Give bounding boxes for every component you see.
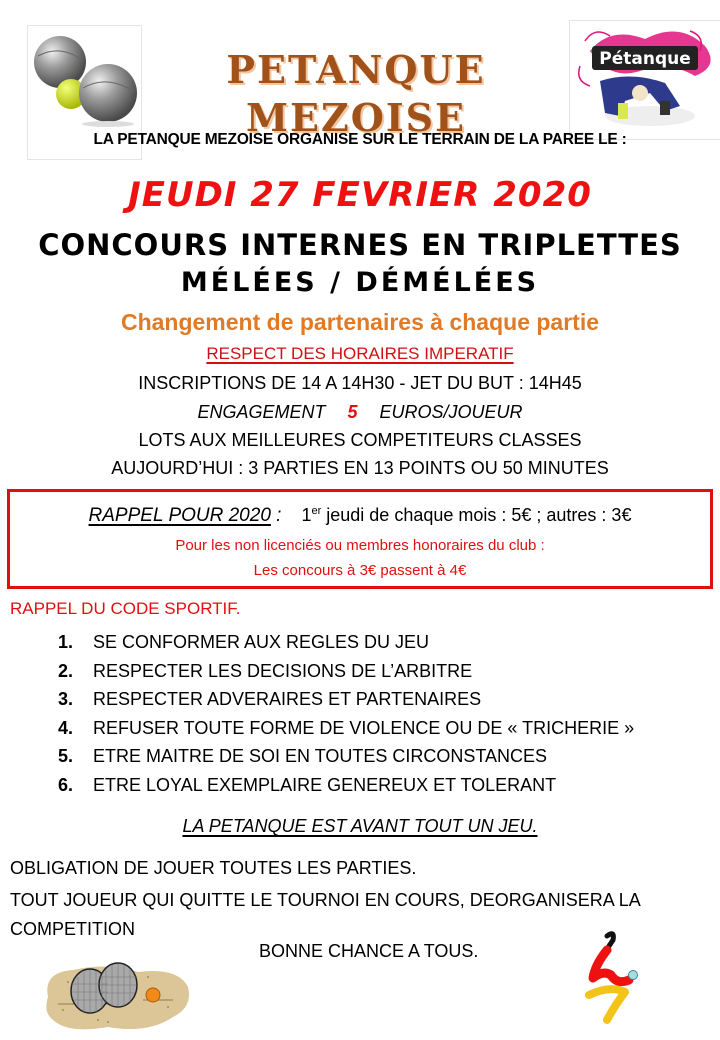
fee-unit: EUROS/JOUEUR [379,402,523,422]
reminder-lead: RAPPEL POUR 2020 [88,505,271,526]
fee-line [0,399,720,425]
rule-number: 1. [58,632,74,652]
svg-text:Pétanque: Pétanque [599,49,691,69]
event-subtitle-line2: MÉLÉES / DÉMÉLÉES [180,267,540,298]
prizes-line: LOTS AUX MEILLEURES COMPETITEURS CLASSES [138,430,582,450]
reminder-box [7,489,713,589]
rule-text: ETRE LOYAL EXEMPLAIRE GENEREUX ET TOLERANT [93,774,557,795]
page-title: PETANQUE MEZOISE [226,47,486,140]
schedule-notice [0,342,720,366]
list-item [58,714,634,743]
player-pictogram-icon [585,930,640,1025]
reminder-first-rest: jeudi de chaque mois : 5€ ; autres : 3€ [321,505,632,525]
list-item [58,742,634,771]
reminder-colon: : [270,505,282,526]
reminder-first-sup: er [311,505,322,517]
obligation-text: OBLIGATION DE JOUER TOUTES LES PARTIES. [10,858,417,878]
registration-line: INSCRIPTIONS DE 14 A 14H30 - JET DU BUT : 14H45 [138,373,582,393]
rule-text: RESPECTER LES DECISIONS DE L’ARBITRE [93,660,473,681]
rule-number: 2. [58,660,74,681]
rule-text: SE CONFORMER AUX REGLES DU JEU [93,632,430,652]
reminder-note-line1: Pour les non licenciés ou membres honoraires du club : [175,537,545,554]
partner-change-note: Changement de partenaires à chaque partie [120,309,600,335]
petanque-player-logo-icon [569,20,720,140]
schedule-notice-text: RESPECT DES HORAIRES IMPERATIF [206,344,514,363]
reminder-main-line [10,498,710,529]
reminder-first-num: 1 [301,505,312,525]
today-line: AUJOURD’HUI : 3 PARTIES EN 13 POINTS OU 50 MINUTES [111,458,609,478]
rule-text: ETRE MAITRE DE SOI EN TOUTES CIRCONSTANCES [93,746,548,766]
boules-on-sand-icon [38,962,193,1032]
list-item [58,657,634,686]
fee-label: ENGAGEMENT [197,402,326,422]
fee-amount: 5 [347,402,358,422]
rule-number: 5. [58,746,74,766]
rule-text: REFUSER TOUTE FORME DE VIOLENCE OU DE « TRICHERIE » [93,717,635,738]
reminder-note-line2: Les concours à 3€ passent à 4€ [253,562,467,579]
rule-number: 4. [58,717,74,738]
motto [0,813,720,839]
good-luck-text: BONNE CHANCE A TOUS. [259,941,479,961]
rules-list [58,628,634,799]
intro-text: LA PETANQUE MEZOISE ORGANISE SUR LE TERRAIN DE LA PAREE LE : [93,131,627,148]
rule-text: RESPECTER ADVERAIRES ET PARTENAIRES [93,689,482,709]
rule-number: 3. [58,689,74,709]
rule-number: 6. [58,774,74,795]
quit-warning: TOUT JOUEUR QUI QUITTE LE TOURNOI EN COURS, DEORGANISERA LA COMPETITION [10,890,640,939]
motto-text: LA PETANQUE EST AVANT TOUT UN JEU. [182,816,538,836]
event-date: JEUDI 27 FEVRIER 2020 [128,175,592,215]
list-item [58,771,634,800]
list-item [58,685,634,714]
list-item [58,628,634,657]
event-subtitle-line1: CONCOURS INTERNES EN TRIPLETTES [38,228,682,262]
rules-heading: RAPPEL DU CODE SPORTIF. [10,599,241,618]
